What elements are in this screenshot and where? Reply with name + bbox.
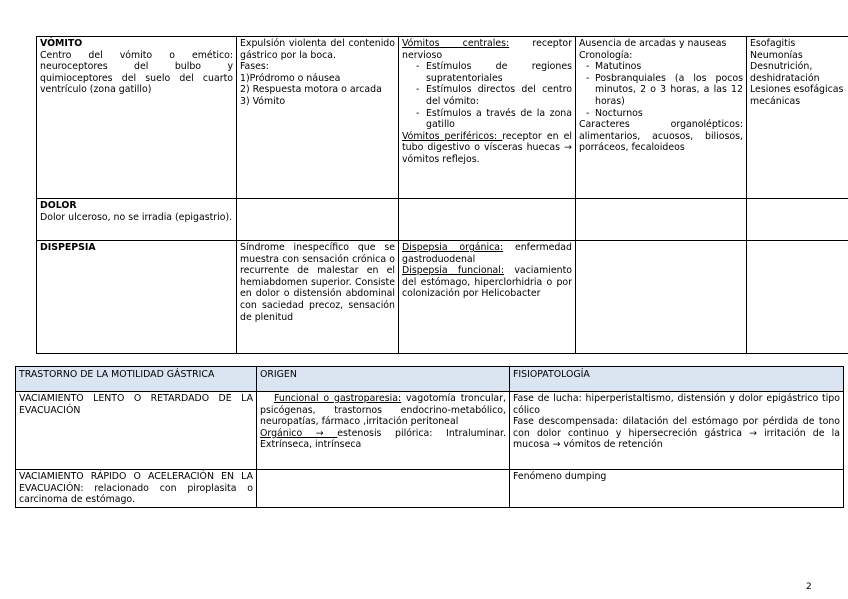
organic-rest: enfermedad gastroduodenal [402, 242, 572, 265]
origin-cell [257, 470, 510, 508]
physiopathology-cell [510, 392, 844, 470]
dolor-title: DOLOR [40, 200, 77, 211]
vomito-complications-cell [747, 37, 848, 199]
peripheral-rest: receptor en el tubo digestivo o vísceras huecas → vómitos reflejos. [402, 130, 572, 165]
header-disorder: TRASTORNO DE LA MOTILIDAD GÁSTRICA [16, 367, 257, 392]
empty-cell [747, 199, 848, 241]
phase-decompensated: Fase descompensada: dilatación del estómago por pérdida de tono con dolor continuo y hipersecreción gástrica → irritación de la mucosa → vómitos de retención [513, 416, 840, 451]
vomito-desc: Centro del vómito o emético: neuroceptores del bulbo y quimioceptores del suelo del cuarto ventrículo (zona gatillo) [40, 49, 233, 96]
empty-cell [576, 241, 747, 354]
functional-origin-title: Funcional o gastroparesia: [274, 393, 402, 404]
empty-cell [237, 199, 399, 241]
vomito-title: VÓMITO [40, 38, 83, 49]
header-row [16, 367, 844, 392]
empty-cell [399, 199, 576, 241]
functional-rest: vaciamiento del estómago, hiperclorhidria o por colonización por Helicobacter [402, 265, 572, 300]
symptoms-table [36, 36, 848, 354]
phase-3: 3) Vómito [240, 95, 286, 107]
origin-cell [257, 392, 510, 470]
list-item: - Estímulos de regiones supratentoriales [402, 61, 572, 84]
disorder-cell: VACIAMIENTO RÁPIDO O ACELERACIÓN EN LA EVACUACIÓN: relacionado con piroplasita o carcinoma de estómago. [16, 470, 257, 508]
absence-text: Ausencia de arcadas y nauseas [579, 38, 727, 49]
vomito-definition-cell [237, 37, 399, 199]
dolor-cell [37, 199, 237, 241]
organic-origin-title: Orgánico → [260, 427, 338, 439]
page-number: 2 [806, 582, 812, 592]
dispepsia-def: Síndrome inespecífico que se muestra con sensación crónica o recurrente de malestar en el hemiabdomen superior. Consiste en dolor o distensión abdominal con saciedad precoz, sensación de plenitud [240, 242, 395, 323]
vomito-def-intro: Expulsión violenta del contenido gástrico por la boca. [240, 38, 395, 61]
list-item: - Matutinos [579, 61, 743, 73]
list-item: - Posbranquiales (a los pocos minutos, 2 o 3 horas, a las 12 horas) [579, 73, 743, 108]
dispepsia-title: DISPEPSIA [40, 242, 96, 253]
functional-origin-rest: vagotomía troncular, psicógenas, trastornos endocrino-metabólico, neuropatías, fármaco ,irritación peritoneal [260, 393, 506, 428]
row-dolor [37, 199, 848, 241]
complication-item: deshidratación [750, 72, 820, 84]
organoleptic-text: Caracteres organolépticos: alimentarios, acuosos, biliosos, porráceos, fecaloideos [579, 119, 743, 154]
chrono-title: Cronología: [579, 49, 633, 61]
complication-item: Lesiones esofágicas [750, 84, 844, 96]
dolor-desc: Dolor ulceroso, no se irradia (epigastrio). [40, 211, 233, 223]
vomito-characteristics-cell [576, 37, 747, 199]
list-item: - Nocturnos [579, 108, 743, 120]
complication-item: Esofagitis [750, 38, 796, 49]
row-vomito [37, 37, 848, 199]
peripheral-title: Vómitos periféricos: [402, 130, 503, 142]
disorder-cell: VACIAMIENTO LENTO O RETARDADO DE LA EVACUACIÓN [16, 392, 257, 470]
dispepsia-definition-cell [237, 241, 399, 354]
dispepsia-types-cell [399, 241, 576, 354]
complication-item: Neumonías [750, 49, 803, 61]
vomito-types-cell [399, 37, 576, 199]
organic-title: Dispepsia orgánica: [402, 242, 504, 253]
list-item: - Estímulos a través de la zona gatillo [402, 108, 572, 131]
phase-struggle: Fase de lucha: hiperperistaltismo, distensión y dolor epigástrico tipo cólico [513, 393, 840, 416]
list-item: - Estímulos directos del centro del vómito: [402, 84, 572, 107]
physiopathology-cell: Fenómeno dumping [510, 470, 844, 508]
functional-title: Dispepsia funcional: [402, 265, 505, 277]
row-dispepsia [37, 241, 848, 354]
complication-item: mecánicas [750, 95, 801, 107]
phase-2: 2) Respuesta motora o arcada [240, 84, 382, 96]
central-list [402, 61, 572, 131]
phases-title: Fases: [240, 61, 269, 73]
chrono-list [579, 61, 743, 119]
table-row [16, 470, 844, 508]
table-row [16, 392, 844, 470]
motility-table [15, 366, 844, 508]
phase-1: 1)Pródromo o náusea [240, 72, 341, 84]
header-physiopathology: FISIOPATOLOGÍA [510, 367, 844, 392]
complication-item: Desnutrición, [750, 61, 813, 73]
header-origin: ORIGEN [257, 367, 510, 392]
central-title: Vómitos centrales: [402, 38, 510, 49]
central-rest: receptor nervioso [402, 38, 572, 61]
organic-origin-rest: estenosis pilórica: Intraluminar. Extrínseca, intrínseca [260, 427, 506, 451]
vomito-cell [37, 37, 237, 199]
empty-cell [576, 199, 747, 241]
empty-cell [747, 241, 848, 354]
dispepsia-cell [37, 241, 237, 354]
